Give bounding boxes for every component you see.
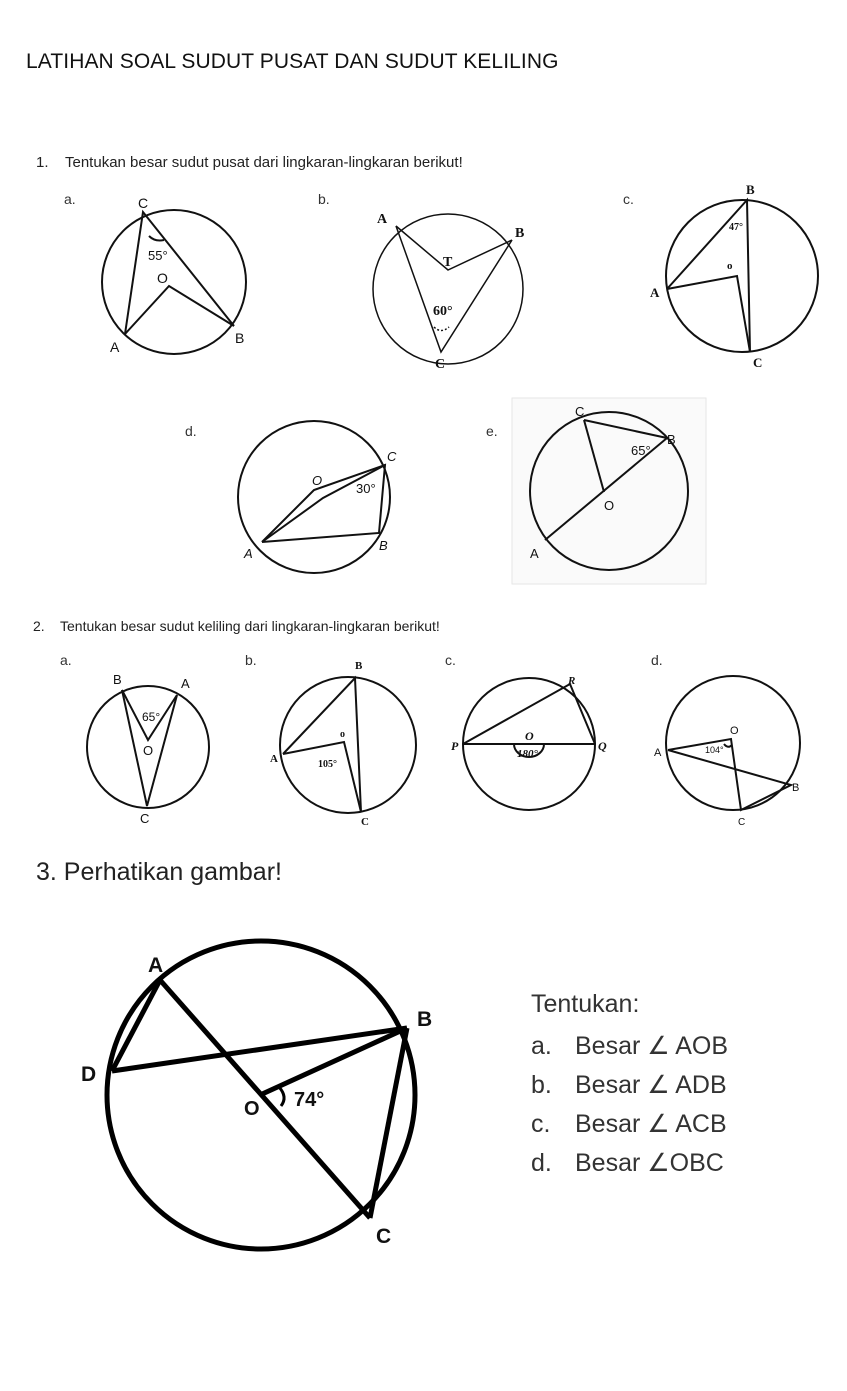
- q1a-label-a: A: [110, 339, 120, 355]
- q2c-label-p: P: [451, 739, 459, 753]
- q2d-angle: 104°: [705, 745, 724, 755]
- q1e-angle: 65°: [631, 443, 651, 458]
- q1-part-c: c.: [623, 191, 634, 207]
- task-d-text: Besar ∠OBC: [575, 1149, 724, 1177]
- q1-part-e: e.: [486, 423, 498, 439]
- q2-text: Tentukan besar sudut keliling dari lingkaran-lingkaran berikut!: [60, 618, 440, 634]
- q1e-label-o: O: [604, 498, 615, 513]
- q1b-label-b: B: [515, 226, 525, 241]
- q1e-label-a: A: [530, 546, 539, 561]
- q3-label-b: B: [417, 1008, 433, 1031]
- q3-label-o: O: [244, 1098, 260, 1120]
- q2-part-a: a.: [60, 652, 72, 668]
- q2a-label-o: O: [143, 743, 154, 758]
- q1b-label-t: T: [443, 255, 453, 270]
- q1-text: Tentukan besar sudut pusat dari lingkaran-lingkaran berikut!: [65, 154, 463, 171]
- q1a-angle: 55°: [148, 248, 168, 263]
- q1d-label-a: A: [244, 546, 253, 561]
- task-b-text: Besar ∠ ADB: [575, 1071, 727, 1099]
- q1a-label-b: B: [235, 330, 245, 346]
- q2-part-d: d.: [651, 652, 663, 668]
- q1b-angle: 60°: [433, 304, 453, 319]
- task-a-letter: a.: [531, 1032, 552, 1060]
- q2d-label-o: O: [730, 725, 739, 737]
- q2d-label-b: B: [792, 782, 800, 794]
- q2c-angle: 180°: [517, 748, 538, 760]
- q2-part-c: c.: [445, 652, 456, 668]
- q2b-label-b: B: [355, 660, 363, 672]
- task-d: [531, 1148, 724, 1178]
- q1-number: 1.: [36, 154, 49, 171]
- q1b-label-c: C: [435, 357, 446, 372]
- q2-part-b: b.: [245, 652, 257, 668]
- task-d-letter: d.: [531, 1149, 552, 1177]
- q2d-label-c: C: [738, 817, 746, 828]
- q1e-label-c: C: [575, 404, 585, 419]
- task-b: [531, 1070, 727, 1100]
- q1d-label-o: O: [312, 473, 323, 488]
- q2b-angle: 105°: [318, 759, 337, 770]
- q3-label-d: D: [81, 1063, 97, 1086]
- task-a: [531, 1031, 728, 1061]
- q2b-label-a: A: [270, 753, 278, 765]
- q1d-label-c: C: [387, 449, 397, 464]
- task-a-text: Besar ∠ AOB: [575, 1032, 729, 1060]
- q2c-label-o: O: [525, 729, 534, 743]
- q2-number: 2.: [33, 618, 45, 634]
- q1c-label-b: B: [746, 182, 755, 197]
- page-title: LATIHAN SOAL SUDUT PUSAT DAN SUDUT KELILING: [26, 50, 559, 73]
- q2a-label-c: C: [140, 811, 150, 826]
- q1d-angle: 30°: [356, 481, 376, 496]
- q2b-label-c: C: [361, 816, 369, 828]
- q1c-label-a: A: [650, 285, 660, 300]
- task-c-text: Besar ∠ ACB: [575, 1110, 727, 1138]
- tentukan-label: Tentukan:: [531, 990, 640, 1018]
- q3-label-a: A: [148, 954, 164, 977]
- q1a-label-c: C: [138, 195, 149, 211]
- q1a-label-o: O: [157, 270, 168, 286]
- q2a-angle: 65°: [142, 710, 161, 724]
- q1-part-b: b.: [318, 191, 330, 207]
- q1c-label-o: o: [727, 260, 733, 272]
- task-b-letter: b.: [531, 1071, 552, 1099]
- task-c: [531, 1109, 727, 1139]
- q2a-label-b: B: [113, 672, 122, 687]
- q3-heading: 3. Perhatikan gambar!: [36, 858, 282, 886]
- q1c-angle: 47°: [729, 222, 743, 233]
- q1b-label-a: A: [377, 212, 388, 227]
- q2c-label-r: R: [568, 675, 576, 687]
- task-c-letter: c.: [531, 1110, 551, 1138]
- q1-part-a: a.: [64, 191, 76, 207]
- q2c-label-q: Q: [598, 739, 607, 753]
- q2b-label-o: o: [340, 729, 345, 740]
- q2d-label-a: A: [654, 747, 662, 759]
- q3-label-c: C: [376, 1225, 392, 1248]
- q1c-label-c: C: [753, 355, 763, 370]
- q1e-label-b: B: [667, 432, 676, 447]
- q1d-label-b: B: [379, 538, 388, 553]
- q3-angle: 74°: [294, 1089, 325, 1111]
- q2a-label-a: A: [181, 676, 190, 691]
- q1-part-d: d.: [185, 423, 197, 439]
